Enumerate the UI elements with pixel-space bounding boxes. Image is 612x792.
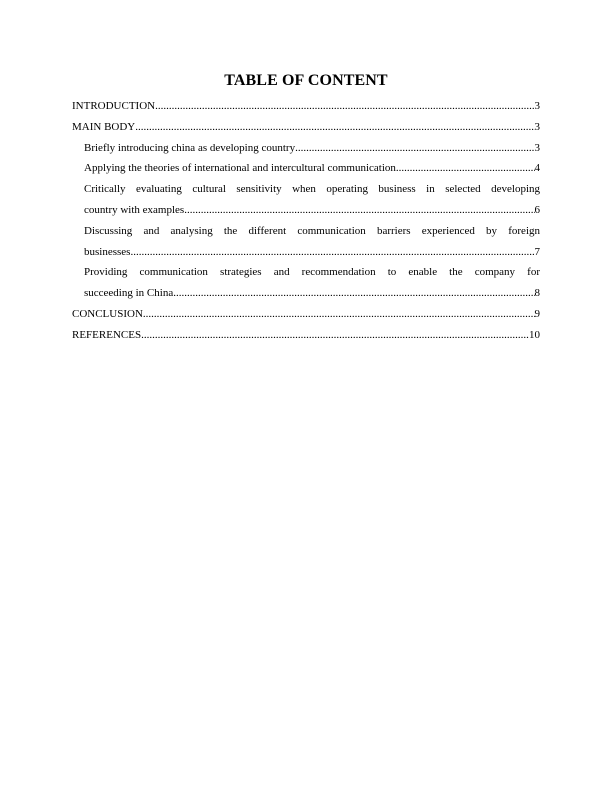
toc-entry-label-line1: Discussing and analysing the different communication barriers experienced by foreign [84, 224, 540, 237]
toc-page-number: 3 [534, 120, 540, 133]
toc-entry-conclusion[interactable] [72, 304, 540, 325]
toc-entry-line2 [84, 283, 540, 304]
toc-entry-label-line1: Providing communication strategies and recommendation to enable the company for [84, 266, 540, 279]
dot-leader [135, 117, 534, 138]
toc-entry-label-line2: businesses [84, 245, 131, 258]
toc-page-number: 4 [534, 162, 540, 175]
toc-entry-providing-strategies[interactable] [72, 262, 540, 304]
toc-entry-label: INTRODUCTION [72, 100, 156, 112]
toc-entry-applying-theories[interactable] [72, 158, 540, 179]
toc-entry-main-body[interactable] [72, 117, 540, 138]
toc-entry-briefly-introducing[interactable] [72, 138, 540, 159]
toc-page-number: 6 [534, 203, 540, 216]
dot-leader [173, 283, 534, 304]
dot-leader [143, 304, 535, 325]
toc-page-number: 10 [529, 328, 540, 341]
toc-entry-label: Applying the theories of international and intercultural communication [84, 162, 396, 175]
dot-leader [130, 242, 534, 263]
dot-leader [396, 158, 535, 179]
toc-page-number: 3 [534, 141, 540, 154]
toc-entry-line2 [84, 242, 540, 263]
toc-page-number: 8 [534, 287, 540, 300]
dot-leader [155, 96, 534, 117]
toc-entry-discussing-barriers[interactable] [72, 221, 540, 263]
table-of-contents [72, 96, 540, 346]
toc-entry-label: REFERENCES [72, 328, 142, 341]
toc-entry-critically-evaluating[interactable] [72, 179, 540, 221]
toc-entry-label: Briefly introducing china as developing country [84, 141, 296, 154]
dot-leader [141, 325, 529, 346]
page-title: TABLE OF CONTENT [224, 72, 388, 89]
toc-entry-line2 [84, 200, 540, 221]
toc-entry-references[interactable] [72, 325, 540, 346]
toc-entry-label-line2: succeeding in China [84, 287, 174, 300]
toc-page-number: 3 [534, 100, 540, 112]
toc-entry-label: MAIN BODY [72, 120, 136, 133]
dot-leader [295, 138, 534, 159]
toc-entry-introduction[interactable] [72, 96, 540, 117]
dot-leader [184, 200, 534, 221]
toc-page-number: 7 [534, 245, 540, 258]
toc-entry-label-line1: Critically evaluating cultural sensitivity when operating business in selected developing [84, 183, 540, 196]
toc-page-number: 9 [534, 307, 540, 320]
toc-entry-label: CONCLUSION [72, 307, 143, 320]
toc-entry-label-line2: country with examples [84, 203, 185, 216]
